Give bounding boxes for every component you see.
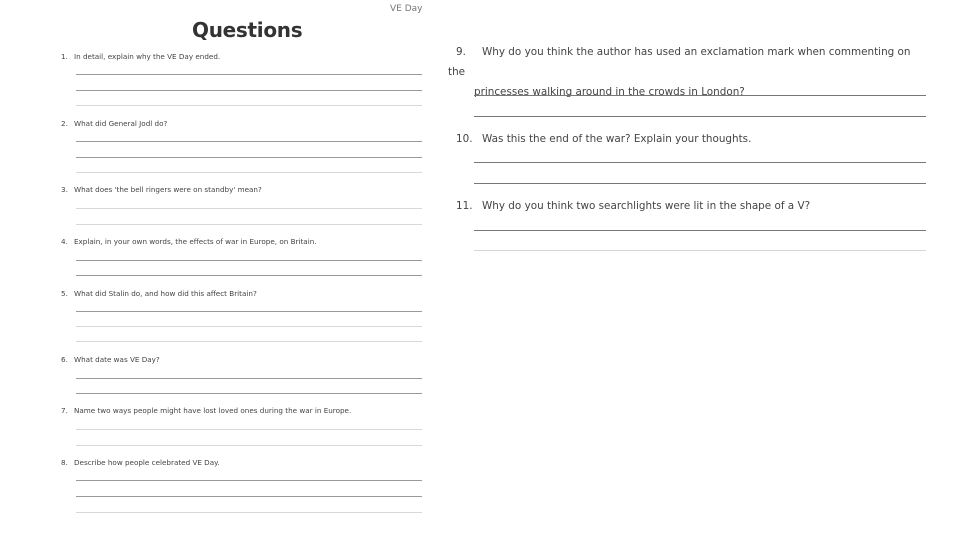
- question-number: 1.: [61, 52, 68, 61]
- answer-line[interactable]: [76, 275, 422, 276]
- question-1: [58, 52, 426, 61]
- page-title: Questions: [192, 18, 303, 42]
- question-number: 7.: [61, 406, 68, 415]
- answer-line[interactable]: [474, 183, 926, 184]
- answer-line[interactable]: [76, 260, 422, 261]
- question-text: Name two ways people might have lost loved ones during the war in Europe.: [74, 406, 352, 415]
- header-tag: VE Day: [390, 4, 423, 14]
- question-number: 10.: [456, 133, 473, 145]
- question-4: [58, 237, 426, 246]
- answer-line[interactable]: [76, 208, 422, 209]
- answer-line[interactable]: [474, 250, 926, 251]
- question-2: [58, 119, 426, 128]
- question-text: Describe how people celebrated VE Day.: [74, 458, 220, 467]
- question-text: What did Stalin do, and how did this affect Britain?: [74, 289, 257, 298]
- question-11: [448, 196, 928, 216]
- answer-line[interactable]: [76, 480, 422, 481]
- worksheet-page-right: [448, 0, 928, 300]
- answer-line[interactable]: [474, 162, 926, 163]
- answer-line[interactable]: [76, 141, 422, 142]
- question-5: [58, 289, 426, 298]
- question-number: 9.: [456, 46, 466, 58]
- question-text: In detail, explain why the VE Day ended.: [74, 52, 221, 61]
- question-3: [58, 185, 426, 194]
- answer-line[interactable]: [76, 496, 422, 497]
- question-text: What did General Jodl do?: [74, 119, 168, 128]
- answer-line[interactable]: [76, 90, 422, 91]
- answer-line[interactable]: [76, 311, 422, 312]
- answer-line[interactable]: [76, 105, 422, 106]
- question-text-line-2: princesses walking around in the crowds in London?: [474, 86, 745, 98]
- answer-line[interactable]: [76, 157, 422, 158]
- question-text-line-1: Why do you think two searchlights were lit in the shape of a V?: [482, 200, 811, 212]
- question-number: 4.: [61, 237, 68, 246]
- question-text-line-1: Why do you think the author has used an exclamation mark when commenting on the: [448, 46, 911, 78]
- question-number: 8.: [61, 458, 68, 467]
- answer-line[interactable]: [76, 224, 422, 225]
- answer-line[interactable]: [76, 326, 422, 327]
- question-number: 2.: [61, 119, 68, 128]
- question-text: What does 'the bell ringers were on standby' mean?: [74, 185, 262, 194]
- question-number: 3.: [61, 185, 68, 194]
- answer-line[interactable]: [76, 341, 422, 342]
- question-text: What date was VE Day?: [74, 355, 160, 364]
- question-number: 5.: [61, 289, 68, 298]
- question-6: [58, 355, 426, 364]
- answer-line[interactable]: [76, 172, 422, 173]
- answer-line[interactable]: [76, 512, 422, 513]
- answer-line[interactable]: [76, 393, 422, 394]
- question-text: Explain, in your own words, the effects of war in Europe, on Britain.: [74, 237, 317, 246]
- answer-line[interactable]: [474, 230, 926, 231]
- answer-line[interactable]: [76, 429, 422, 430]
- answer-line[interactable]: [76, 378, 422, 379]
- answer-line[interactable]: [474, 116, 926, 117]
- question-10: [448, 129, 928, 149]
- answer-line[interactable]: [76, 445, 422, 446]
- answer-line[interactable]: [76, 74, 422, 75]
- question-9: [448, 42, 928, 102]
- question-number: 11.: [456, 200, 473, 212]
- question-number: 6.: [61, 355, 68, 364]
- question-text-line-1: Was this the end of the war? Explain your thoughts.: [482, 133, 752, 145]
- question-8: [58, 458, 426, 467]
- worksheet-page-left: [58, 0, 426, 540]
- question-7: [58, 406, 426, 415]
- answer-line[interactable]: [474, 95, 926, 96]
